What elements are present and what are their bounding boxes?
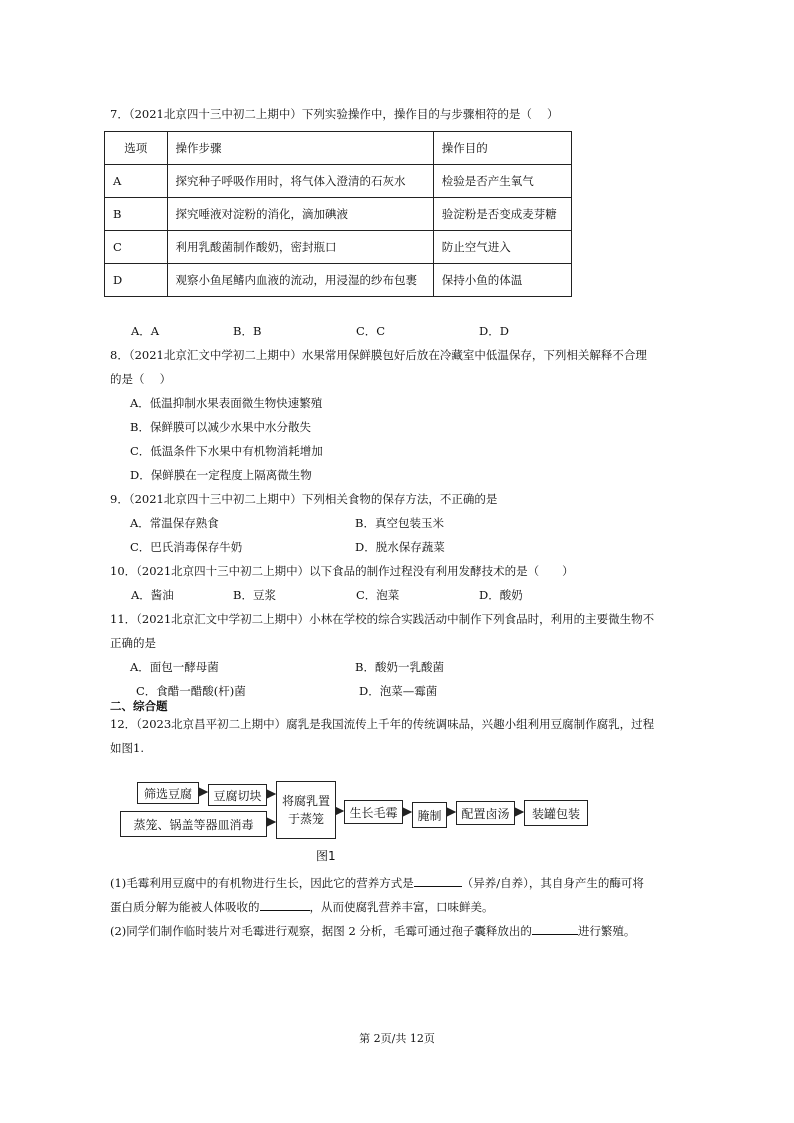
flow-step-label: 于蒸笼 <box>287 812 324 826</box>
flow-step-disinfect: 蒸笼、锅盖等器皿消毒 <box>120 811 267 837</box>
q11-option-a: A．面包一酵母菌 <box>130 660 219 674</box>
table-cell: 探究唾液对淀粉的消化，滴加碘液 <box>167 198 433 231</box>
q11-option-b: B．酸奶一乳酸菌 <box>355 660 444 674</box>
table-header-cell: 操作步骤 <box>167 132 433 165</box>
q7-option-c: C．C <box>356 324 386 338</box>
flow-step-grow-mold: 生长毛霉 <box>344 800 403 824</box>
q8-stem-line1: 8．（2021北京汇文中学初二上期中）水果常用保鲜膜包好后放在冷藏室中低温保存，下列相关解释不合理 <box>110 348 647 362</box>
flow-step-select-tofu: 筛选豆腐 <box>137 782 199 804</box>
answer-blank[interactable] <box>532 923 578 935</box>
q10-stem: 10．（2021北京四十三中初二上期中）以下食品的制作过程没有利用发酵技术的是（ ） <box>110 564 574 578</box>
q8-option-c: C．低温条件下水果中有机物消耗增加 <box>130 444 323 458</box>
table-header-cell: 选项 <box>105 132 168 165</box>
q12-part1-text-d: ，从而使腐乳营养丰富，口味鲜美。 <box>309 900 494 914</box>
flow-step-brine: 配置卤汤 <box>456 801 515 825</box>
flow-step-label: 将腐乳置 <box>281 794 330 808</box>
table-cell: 检验是否产生氧气 <box>433 165 571 198</box>
q12-stem-line1: 12．（2023北京昌平初二上期中）腐乳是我国流传上千年的传统调味品，兴趣小组利用豆腐制作腐乳，过程 <box>110 717 655 731</box>
q9-option-b: B．真空包装玉米 <box>355 516 444 530</box>
table-cell: 探究种子呼吸作用时，将气体入澄清的石灰水 <box>167 165 433 198</box>
q11-option-c: C．食醋一醋酸(杆)菌 <box>136 684 246 698</box>
q7-option-b: B．B <box>233 324 262 338</box>
q12-part2-text-a: (2)同学们制作临时装片对毛霉进行观察，据图 2 分析，毛霉可通过孢子囊释放出的 <box>110 924 532 938</box>
q11-stem-line1: 11．（2021北京汇文中学初二上期中）小林在学校的综合实践活动中制作下列食品时，利用的主要微生物不 <box>110 612 655 626</box>
table-cell: B <box>105 198 168 231</box>
table-cell: A <box>105 165 168 198</box>
table-cell: 利用乳酸菌制作酸奶，密封瓶口 <box>167 231 433 264</box>
q9-option-d: D．脱水保存蔬菜 <box>355 540 445 554</box>
q10-option-d: D．酸奶 <box>479 588 523 602</box>
answer-blank[interactable] <box>414 875 462 887</box>
q7-option-a: A．A <box>131 324 160 338</box>
q8-option-b: B．保鲜膜可以减少水果中水分散失 <box>130 420 311 434</box>
flow-step-salt: 腌制 <box>412 802 447 828</box>
q12-part1-line1 <box>110 875 644 891</box>
q10-option-c: C．泡菜 <box>356 588 400 602</box>
flow-step-cut-tofu: 豆腐切块 <box>208 784 267 806</box>
q7-option-d: D．D <box>479 324 509 338</box>
q10-option-b: B．豆浆 <box>233 588 276 602</box>
q9-stem: 9．（2021北京四十三中初二上期中）下列相关食物的保存方法，不正确的是 <box>110 492 498 506</box>
table-cell: 防止空气进入 <box>433 231 571 264</box>
q12-stem-line2: 如图1. <box>110 741 144 755</box>
q9-option-a: A．常温保存熟食 <box>130 516 219 530</box>
q10-option-a: A．酱油 <box>131 588 174 602</box>
q8-stem-line2: 的是（ ） <box>110 372 172 386</box>
q12-part2 <box>110 923 635 939</box>
q8-option-d: D．保鲜膜在一定程度上隔离微生物 <box>130 468 312 482</box>
table-cell: 保持小鱼的体温 <box>433 264 571 297</box>
q12-part1-text-b: （异养/自养），其自身产生的酶可将 <box>461 876 644 890</box>
table-header-cell: 操作目的 <box>433 132 571 165</box>
q11-option-d: D．泡菜—霉菌 <box>359 684 438 698</box>
q12-part1-text-c: 蛋白质分解为能被人体吸收的 <box>110 900 260 914</box>
section-heading: 二、综合题 <box>110 699 168 713</box>
page-footer: 第 2页/共 12页 <box>359 1032 435 1045</box>
table-cell: 验淀粉是否变成麦芽糖 <box>433 198 571 231</box>
table-cell: 观察小鱼尾鳍内血液的流动，用浸湿的纱布包裹 <box>167 264 433 297</box>
q12-part1-text-a: (1)毛霉利用豆腐中的有机物进行生长，因此它的营养方式是 <box>110 876 414 890</box>
flow-step-package: 装罐包装 <box>524 800 588 826</box>
q12-part1-line2 <box>110 899 494 915</box>
flow-step-place-steamer <box>276 781 336 839</box>
table-cell: C <box>105 231 168 264</box>
q8-option-a: A．低温抑制水果表面微生物快速繁殖 <box>130 396 323 410</box>
answer-blank[interactable] <box>260 899 310 911</box>
q11-stem-line2: 正确的是 <box>110 636 156 650</box>
q9-option-c: C．巴氏消毒保存牛奶 <box>130 540 243 554</box>
q12-part2-text-b: 进行繁殖。 <box>577 924 636 938</box>
figure-caption: 图1 <box>316 849 336 863</box>
q7-stem: 7．（2021北京四十三中初二上期中）下列实验操作中，操作目的与步骤相符的是（ ） <box>110 107 559 121</box>
table-cell: D <box>105 264 168 297</box>
